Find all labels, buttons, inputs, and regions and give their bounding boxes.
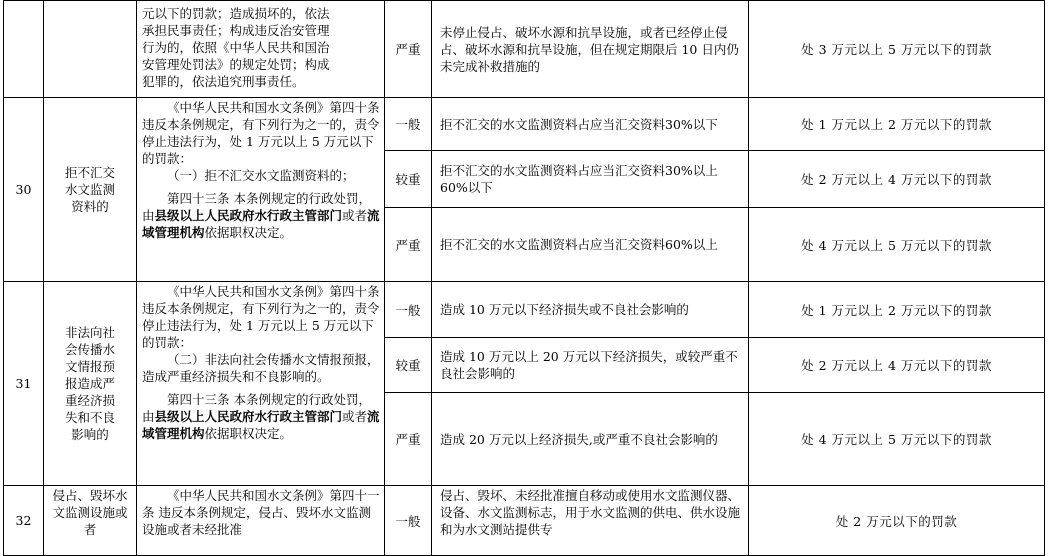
authority-bold: 流域管理机构 — [142, 208, 380, 240]
basis-cell — [137, 282, 385, 486]
basis-line: 安管理处罚法》的规定处罚；构成 — [142, 57, 330, 72]
basis-paragraph: （一）拒不汇交水文监测资料的； — [167, 168, 355, 183]
basis-paragraph — [142, 391, 381, 442]
offense-name: 非法向社会传播水文情报预报造成严重经济损失和不良影响的 — [64, 325, 115, 442]
condition-cell: 造成 10 万元以上 20 万元以下经济损失，或较严重不良社会影响的 — [432, 338, 749, 393]
no-cell — [4, 1, 44, 98]
name-cell — [44, 486, 137, 556]
basis-line: 元以下的罚款；造成损坏的，依法 — [142, 6, 330, 21]
level-cell: 一般 — [385, 282, 432, 338]
level-cell: 较重 — [385, 338, 432, 393]
amount-cell: 处 4 万元以上 5 万元以下的罚款 — [749, 393, 1045, 486]
condition-cell: 拒不汇交的水文监测资料占应当汇交资料30%以下 — [432, 98, 749, 151]
level-cell: 严重 — [385, 208, 432, 282]
basis-paragraph: 《中华人民共和国水文条例》第四十一条 违反本条例规定，侵占、毁坏水文监测设施或者未经批准 — [142, 488, 380, 537]
amount-cell: 处 3 万元以上 5 万元以下的罚款 — [749, 1, 1045, 98]
level-cell: 一般 — [385, 486, 432, 556]
level-cell: 严重 — [385, 393, 432, 486]
table-row — [4, 282, 1045, 338]
no-cell: 30 — [4, 98, 44, 282]
basis-cell — [137, 98, 385, 282]
basis-text: 或者 — [342, 208, 368, 223]
amount-cell: 处 2 万元以上 4 万元以下的罚款 — [749, 151, 1045, 208]
amount-cell: 处 1 万元以上 2 万元以下的罚款 — [749, 98, 1045, 151]
name-cell — [44, 1, 137, 98]
table-row — [4, 98, 1045, 151]
basis-text: 依据职权决定。 — [204, 426, 293, 441]
basis-line: 行为的，依照《中华人民共和国治 — [142, 40, 330, 55]
basis-text: 或者 — [342, 409, 368, 424]
table-row — [4, 1, 1045, 98]
amount-cell: 处 1 万元以上 2 万元以下的罚款 — [749, 282, 1045, 338]
name-cell — [44, 98, 137, 282]
amount-cell: 处 4 万元以上 5 万元以下的罚款 — [749, 208, 1045, 282]
basis-paragraph: 《中华人民共和国水文条例》第四十条 违反本条例规定，有下列行为之一的，责令停止违法行为，处 1 万元以上 5 万元以下的罚款： — [142, 100, 380, 166]
penalty-table — [3, 0, 1045, 556]
no-cell: 31 — [4, 282, 44, 486]
level-cell: 严重 — [385, 1, 432, 98]
basis-text: 第四十三条 本条例规定的行政处罚，由 — [142, 392, 371, 424]
condition-cell: 侵占、毁坏、未经批准擅自移动或使用水文监测仪器、设备、水文监测标志，用于水文监测的供电、供水设施和为水文测站提供专 — [432, 486, 749, 556]
condition-cell: 造成 20 万元以上经济损失,或严重不良社会影响的 — [432, 393, 749, 486]
offense-name: 侵占、毁坏水文监测设施或者 — [52, 488, 128, 537]
basis-cell — [137, 1, 385, 98]
basis-cell — [137, 486, 385, 556]
offense-name: 拒不汇交水文监测资料的 — [64, 165, 115, 214]
basis-line: 犯罪的，依法追究刑事责任。 — [142, 74, 305, 89]
condition-cell: 造成 10 万元以下经济损失或不良社会影响的 — [432, 282, 749, 338]
amount-cell: 处 2 万元以下的罚款 — [749, 486, 1045, 556]
level-cell: 一般 — [385, 98, 432, 151]
basis-text: 第四十三条 本条例规定的行政处罚，由 — [142, 191, 371, 223]
no-cell: 32 — [4, 486, 44, 556]
basis-paragraph: （二）非法向社会传播水文情报预报，造成严重经济损失和不良影响的。 — [142, 352, 380, 384]
authority-bold: 县级以上人民政府水行政主管部门 — [154, 409, 343, 424]
condition-cell: 拒不汇交的水文监测资料占应当汇交资料30%以上 60%以下 — [432, 151, 749, 208]
level-cell: 较重 — [385, 151, 432, 208]
condition-cell: 未停止侵占、破坏水源和抗旱设施，或者已经停止侵占、破坏水源和抗旱设施，但在规定期限后 10 日内仍未完成补救措施的 — [432, 1, 749, 98]
basis-line: 承担民事责任；构成违反治安管理 — [142, 23, 330, 38]
basis-paragraph: 《中华人民共和国水文条例》第四十条 违反本条例规定，有下列行为之一的，责令停止违法行为，处 1 万元以上 5 万元以下的罚款： — [142, 284, 380, 350]
basis-text: 依据职权决定。 — [204, 225, 293, 240]
amount-cell: 处 2 万元以上 4 万元以下的罚款 — [749, 338, 1045, 393]
name-cell — [44, 282, 137, 486]
condition-cell: 拒不汇交的水文监测资料占应当汇交资料60%以上 — [432, 208, 749, 282]
table-row — [4, 486, 1045, 556]
basis-paragraph — [142, 190, 381, 241]
authority-bold: 流域管理机构 — [142, 409, 380, 441]
authority-bold: 县级以上人民政府水行政主管部门 — [154, 208, 343, 223]
